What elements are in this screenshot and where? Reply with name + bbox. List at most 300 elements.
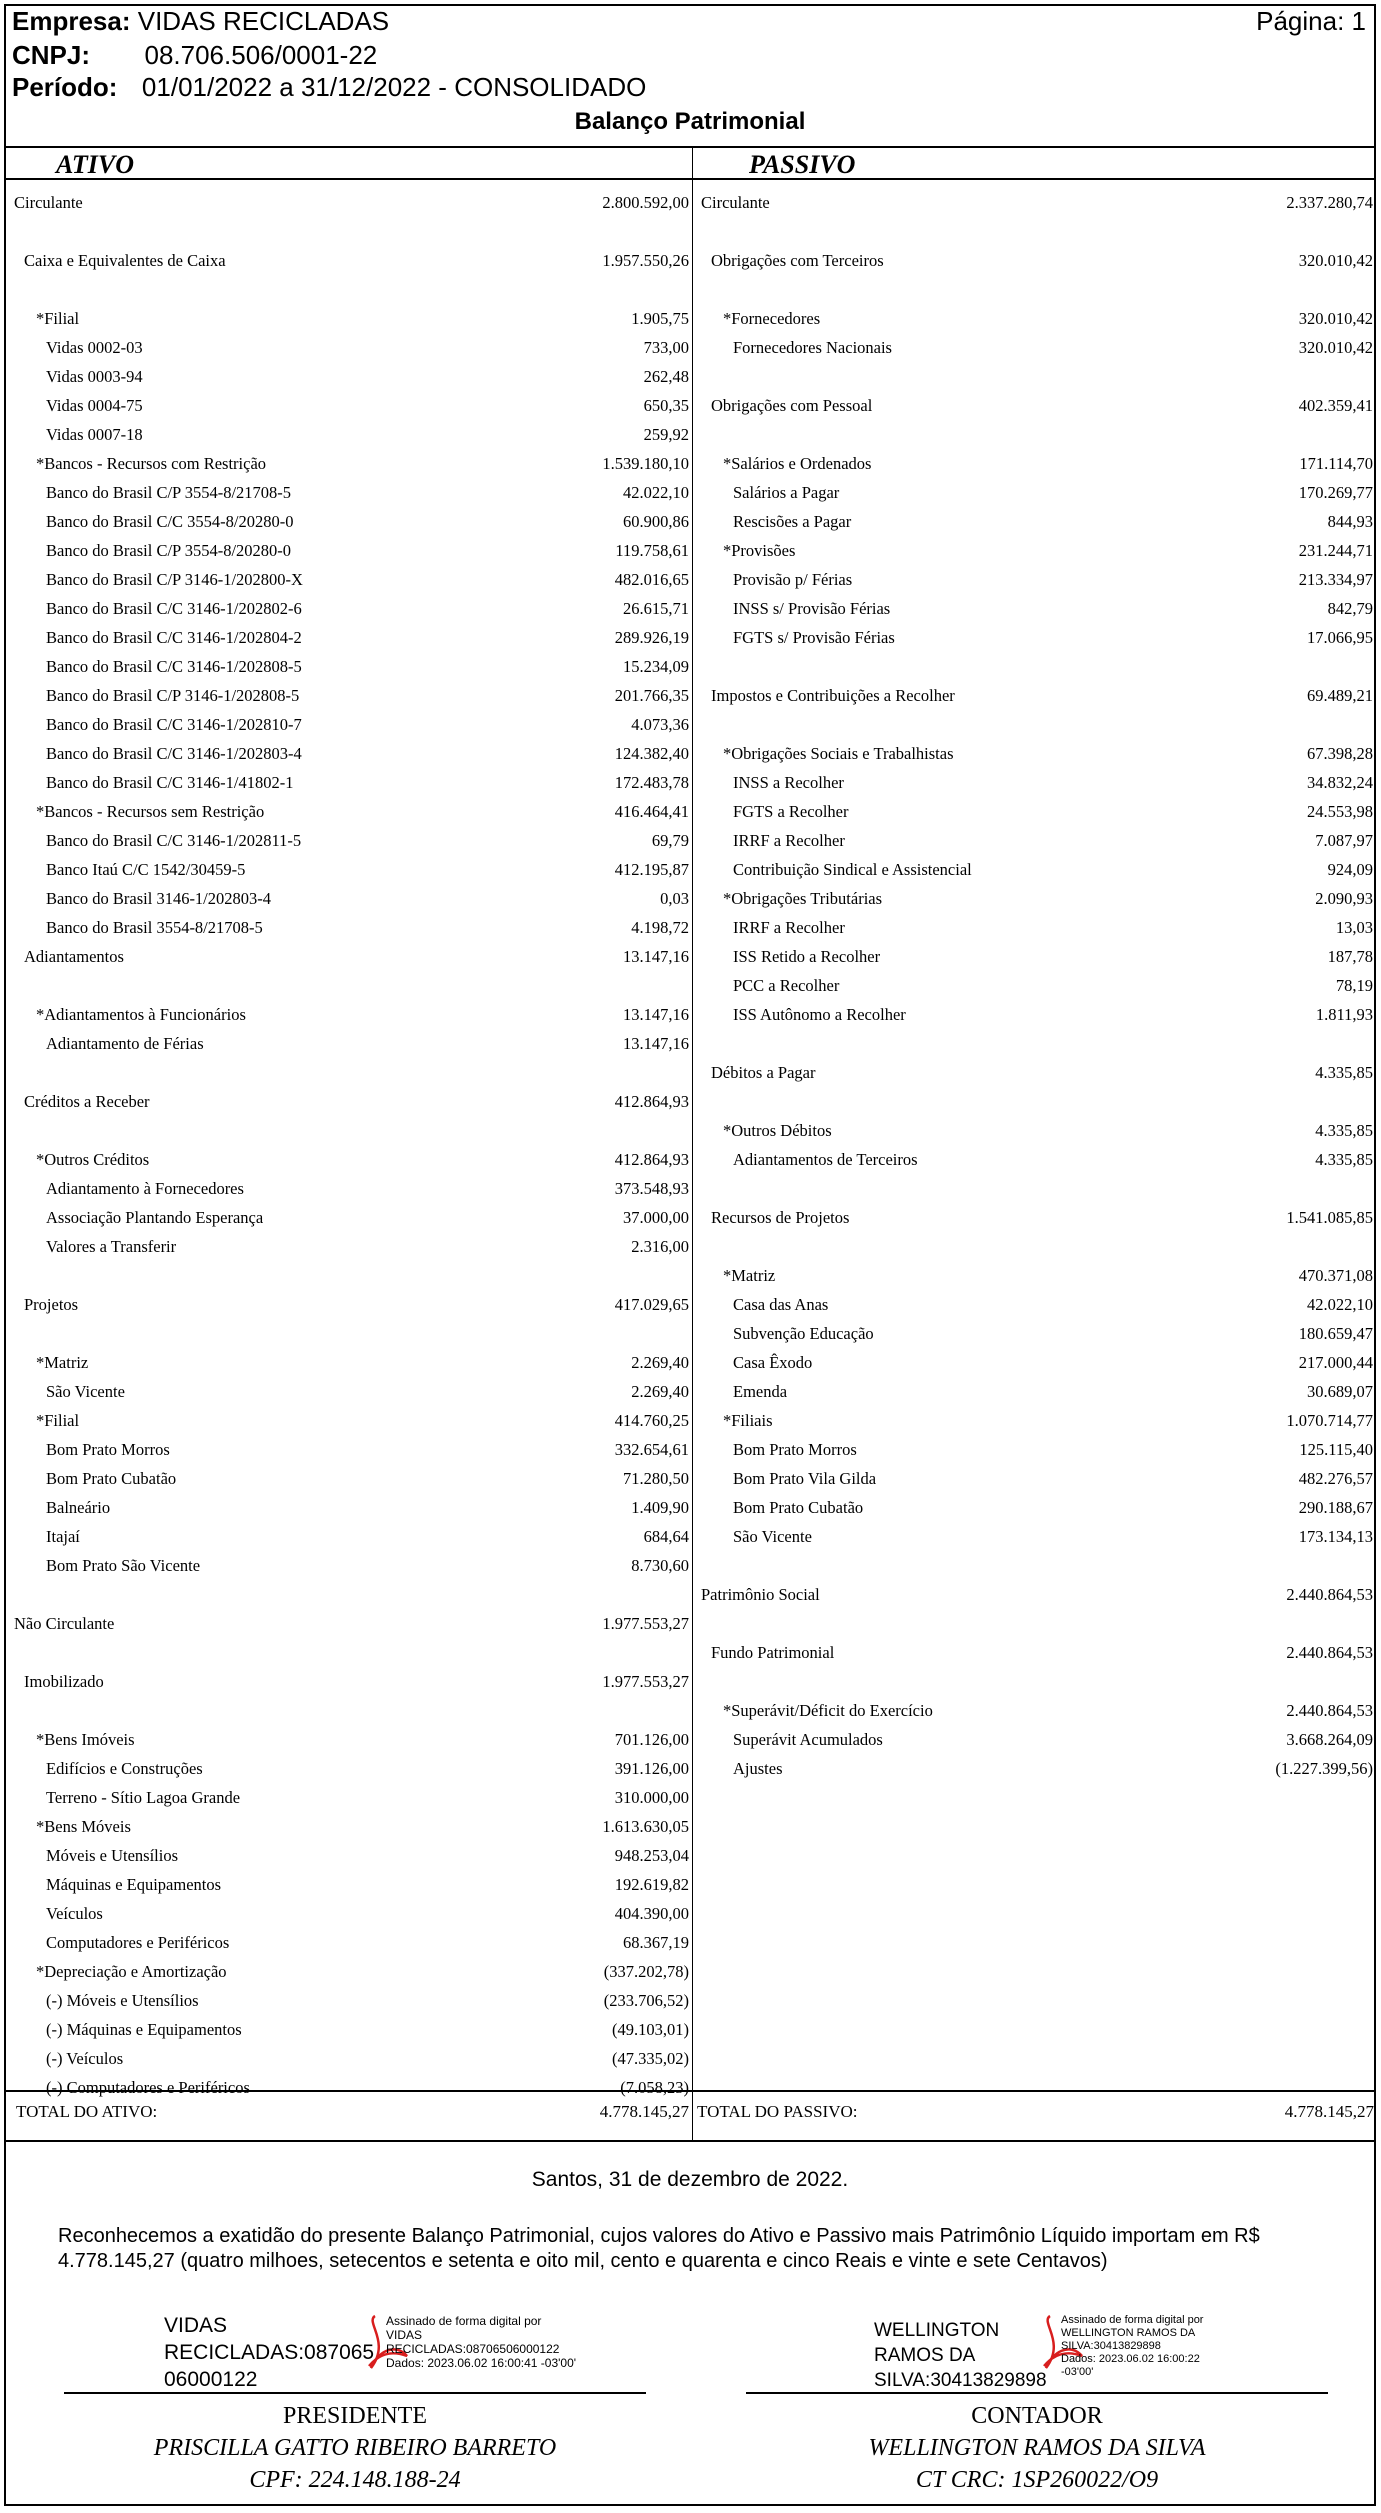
account-label: *Filial [36,1411,80,1430]
account-value: 4.335,85 [1315,1121,1373,1140]
table-row [6,1638,692,1667]
table-row [6,188,692,217]
account-label: Vidas 0007-18 [46,425,143,444]
account-value: 0,03 [660,889,689,908]
table-row [693,1638,1376,1667]
account-label: *Provisões [723,541,796,560]
account-value: 119.758,61 [615,541,689,560]
account-label: Fornecedores Nacionais [733,338,892,357]
table-row [6,1000,692,1029]
table-row [6,739,692,768]
table-row [6,478,692,507]
account-label: Patrimônio Social [701,1585,820,1604]
account-value: 4.335,85 [1315,1063,1373,1082]
table-row [6,536,692,565]
table-row [6,362,692,391]
table-row [693,1232,1376,1261]
account-value: 2.316,00 [631,1237,689,1256]
account-value: 1.613.630,05 [602,1817,689,1836]
account-value: 13.147,16 [623,1005,689,1024]
account-label: *Matriz [723,1266,776,1285]
account-label: Banco do Brasil C/C 3146-1/202802-6 [46,599,302,618]
account-value: 320.010,42 [1298,309,1373,328]
account-value: 4.073,36 [631,715,689,734]
account-value: 650,35 [643,396,689,415]
account-label: FGTS a Recolher [733,802,849,821]
table-row [6,623,692,652]
account-value: 1.977.553,27 [602,1614,689,1633]
table-row [693,826,1376,855]
account-value: 2.269,40 [631,1353,689,1372]
account-label: Débitos a Pagar [711,1063,816,1082]
company-name: VIDAS RECICLADAS [137,6,390,36]
account-label: Banco do Brasil C/C 3146-1/202804-2 [46,628,302,647]
account-label: INSS a Recolher [733,773,844,792]
stamp-line: WELLINGTON RAMOS DA [1061,2327,1196,2339]
table-row [6,449,692,478]
signer-right-line: RAMOS DA [874,2345,976,2366]
document-title: Balanço Patrimonial [574,108,806,135]
table-row [693,1058,1376,1087]
total-ativo-label: TOTAL DO ATIVO: [16,2102,158,2121]
table-row [693,478,1376,507]
passivo-list [693,188,1376,1783]
account-value: 17.066,95 [1307,628,1373,647]
account-label: Vidas 0002-03 [46,338,143,357]
account-value: 416.464,41 [614,802,689,821]
page-value: 1 [1351,6,1366,36]
city-date: Santos, 31 de dezembro de 2022. [531,2168,849,2191]
account-value: 78,19 [1335,976,1373,995]
table-row [6,1029,692,1058]
account-label: Obrigações com Pessoal [711,396,873,415]
cnpj-line [12,40,377,70]
signer-left-name [164,2312,374,2393]
account-label: (-) Veículos [46,2049,124,2068]
account-label: Banco Itaú C/C 1542/30459-5 [46,860,246,879]
table-row [6,1957,692,1986]
table-row [693,942,1376,971]
account-value: 412.864,93 [614,1092,689,1111]
table-row [6,420,692,449]
account-label: *Filiais [723,1411,773,1430]
account-label: Banco do Brasil C/P 3146-1/202808-5 [46,686,300,705]
table-row [693,768,1376,797]
account-label: Provisão p/ Férias [733,570,853,589]
table-row [6,1087,692,1116]
account-label: Bom Prato Cubatão [733,1498,864,1517]
balance-sheet-page [4,4,1376,2506]
account-label: Impostos e Contribuições a Recolher [711,686,955,705]
account-value: 173.134,13 [1298,1527,1373,1546]
account-value: 2.269,40 [631,1382,689,1401]
account-label: Edifícios e Construções [46,1759,203,1778]
page-number [1256,6,1366,36]
account-label: *Outros Débitos [723,1121,832,1140]
account-label: IRRF a Recolher [733,831,845,850]
table-row [693,1551,1376,1580]
accountant-name: WELLINGTON RAMOS DA SILVA [868,2435,1206,2461]
table-row [693,565,1376,594]
table-row [693,855,1376,884]
account-label: *Superávit/Déficit do Exercício [723,1701,933,1720]
account-label: *Bancos - Recursos com Restrição [36,454,267,473]
table-row [693,681,1376,710]
signer-left-line: RECICLADAS:087065 [164,2341,375,2364]
account-value: 170.269,77 [1298,483,1373,502]
account-value: 1.070.714,77 [1286,1411,1373,1430]
account-label: São Vicente [46,1382,125,1401]
table-row [693,1319,1376,1348]
account-label: Banco do Brasil C/C 3554-8/20280-0 [46,512,294,531]
account-value: 67.398,28 [1307,744,1373,763]
account-label: (-) Máquinas e Equipamentos [46,2020,242,2039]
table-row [6,1667,692,1696]
table-row [6,217,692,246]
table-row [693,449,1376,478]
table-row [6,2015,692,2044]
account-value: 844,93 [1327,512,1373,531]
table-row [693,1725,1376,1754]
table-row [6,1116,692,1145]
table-row [693,1116,1376,1145]
account-label: *Obrigações Sociais e Trabalhistas [723,744,954,763]
signature-line-left [64,2392,646,2394]
account-label: ISS Autônomo a Recolher [733,1005,906,1024]
table-row [693,304,1376,333]
account-value: 1.811,93 [1315,1005,1373,1024]
stamp-line: -03'00' [1061,2366,1094,2378]
signature-line-right [746,2392,1328,2394]
account-label: Projetos [24,1295,79,1314]
account-value: 482.276,57 [1298,1469,1373,1488]
table-row [693,971,1376,1000]
table-row [6,1232,692,1261]
account-value: 332.654,61 [614,1440,689,1459]
account-label: Banco do Brasil 3146-1/202803-4 [46,889,272,908]
account-value: 15.234,09 [623,657,689,676]
table-row [693,1435,1376,1464]
table-row [6,1783,692,1812]
account-value: 231.244,71 [1298,541,1373,560]
account-value: 37.000,00 [623,1208,689,1227]
account-label: IRRF a Recolher [733,918,845,937]
account-value: 262,48 [643,367,689,386]
signer-right-line: SILVA:30413829898 [874,2370,1047,2391]
table-row [693,1087,1376,1116]
table-row [693,1174,1376,1203]
ativo-list [6,188,692,2102]
account-value: 69.489,21 [1307,686,1373,705]
table-row [693,1261,1376,1290]
table-row [693,652,1376,681]
account-label: *Bens Imóveis [36,1730,135,1749]
account-label: Banco do Brasil C/P 3554-8/21708-5 [46,483,292,502]
total-ativo-value: 4.778.145,27 [599,2102,689,2121]
account-label: *Matriz [36,1353,89,1372]
account-value: 373.548,93 [614,1179,689,1198]
table-row [6,1928,692,1957]
table-row [6,1348,692,1377]
account-label: Banco do Brasil C/C 3146-1/202808-5 [46,657,302,676]
table-row [6,246,692,275]
account-label: INSS s/ Provisão Férias [733,599,891,618]
account-label: Adiantamentos [24,947,124,966]
account-value: 1.977.553,27 [602,1672,689,1691]
account-value: 482.016,65 [614,570,689,589]
table-row [693,710,1376,739]
account-label: Banco do Brasil 3554-8/21708-5 [46,918,263,937]
president-role: PRESIDENTE [283,2403,427,2429]
table-row [6,826,692,855]
total-passivo-value: 4.778.145,27 [1284,2102,1374,2121]
table-row [693,1348,1376,1377]
account-value: (1.227.399,56) [1275,1759,1373,1778]
table-row [693,333,1376,362]
account-value: 412.195,87 [614,860,689,879]
table-row [693,275,1376,304]
account-label: *Outros Créditos [36,1150,150,1169]
account-label: Associação Plantando Esperança [46,1208,264,1227]
account-label: Fundo Patrimonial [711,1643,835,1662]
account-value: 69,79 [651,831,689,850]
account-label: Casa das Anas [733,1295,829,1314]
table-row [6,652,692,681]
table-row [6,1812,692,1841]
table-row [693,797,1376,826]
signer-left-role [64,2400,646,2496]
account-label: *Obrigações Tributárias [723,889,883,908]
table-row [693,1377,1376,1406]
account-label: Bom Prato São Vicente [46,1556,201,1575]
president-cpf: CPF: 224.148.188-24 [249,2467,461,2493]
account-label: FGTS s/ Provisão Férias [733,628,895,647]
table-row [693,217,1376,246]
signer-left-stamp [386,2314,576,2370]
account-label: Bom Prato Morros [733,1440,857,1459]
account-value: 3.668.264,09 [1286,1730,1373,1749]
stamp-line: SILVA:30413829898 [1061,2340,1161,2352]
account-label: Créditos a Receber [24,1092,150,1111]
account-label: (-) Computadores e Periféricos [46,2078,250,2097]
account-label: Bom Prato Cubatão [46,1469,177,1488]
passivo-title: PASSIVO [749,150,856,179]
account-label: Banco do Brasil C/C 3146-1/202803-4 [46,744,302,763]
table-row [6,1290,692,1319]
table-row [693,1580,1376,1609]
stamp-line: Dados: 2023.06.02 16:00:22 [1061,2353,1200,2365]
table-row [6,1899,692,1928]
account-value: 402.359,41 [1298,396,1373,415]
table-row [693,1290,1376,1319]
account-label: Adiantamento de Férias [46,1034,204,1053]
table-row [6,681,692,710]
account-label: Valores a Transferir [46,1237,177,1256]
account-value: 320.010,42 [1298,338,1373,357]
account-label: Banco do Brasil C/C 3146-1/41802-1 [46,773,294,792]
table-row [6,333,692,362]
table-row [6,768,692,797]
table-row [693,1000,1376,1029]
table-row [693,1406,1376,1435]
table-row [6,1493,692,1522]
accountant-crc: CT CRC: 1SP260022/O9 [915,2467,1159,2493]
account-value: 289.926,19 [614,628,689,647]
account-label: *Filial [36,309,80,328]
table-row [6,1145,692,1174]
table-row [6,797,692,826]
account-value: 924,09 [1327,860,1373,879]
table-row [6,1203,692,1232]
account-value: 7.087,97 [1315,831,1373,850]
account-label: Vidas 0003-94 [46,367,143,386]
account-value: (49.103,01) [612,2020,689,2039]
account-value: 2.337.280,74 [1286,193,1373,212]
account-value: 1.905,75 [631,309,689,328]
account-label: Ajustes [733,1759,783,1778]
account-value: 2.800.592,00 [602,193,689,212]
signer-right-role [746,2400,1328,2496]
account-value: 180.659,47 [1298,1324,1373,1343]
total-passivo-label: TOTAL DO PASSIVO: [697,2102,858,2121]
account-label: Balneário [46,1498,111,1517]
account-value: 417.029,65 [614,1295,689,1314]
account-label: Circulante [701,193,770,212]
account-value: 172.483,78 [614,773,689,792]
account-label: *Adiantamentos à Funcionários [36,1005,246,1024]
table-row [693,739,1376,768]
account-value: 125.115,40 [1299,1440,1373,1459]
account-value: 391.126,00 [614,1759,689,1778]
account-value: 4.198,72 [631,918,689,937]
account-label: *Bancos - Recursos sem Restrição [36,802,265,821]
table-row [6,942,692,971]
table-row [6,1580,692,1609]
signer-left-line: 06000122 [164,2368,258,2391]
table-row [693,246,1376,275]
account-label: Máquinas e Equipamentos [46,1875,222,1894]
account-label: *Bens Móveis [36,1817,131,1836]
table-row [6,1174,692,1203]
account-value: (233.706,52) [603,1991,689,2010]
table-row [693,420,1376,449]
table-row [693,1522,1376,1551]
account-value: 470.371,08 [1298,1266,1373,1285]
table-row [6,1551,692,1580]
table-row [6,1406,692,1435]
account-value: 290.188,67 [1298,1498,1373,1517]
table-row [6,884,692,913]
account-value: 404.390,00 [614,1904,689,1923]
account-value: 2.440.864,53 [1286,1643,1373,1662]
stamp-line: RECICLADAS:08706506000122 [386,2342,560,2356]
period-line [12,72,646,102]
table-row [6,1754,692,1783]
table-row [693,623,1376,652]
account-value: 71.280,50 [623,1469,689,1488]
table-top-border [6,146,1374,148]
table-row [693,1029,1376,1058]
signer-left-line: VIDAS [164,2314,228,2337]
table-row [6,2044,692,2073]
table-row [693,1493,1376,1522]
table-row [6,391,692,420]
account-label: ISS Retido a Recolher [733,947,881,966]
account-value: 26.615,71 [623,599,689,618]
recognition-text: Reconhecemos a exatidão do presente Balanço Patrimonial, cujos valores do Ativo e Passivo mais Patrimônio Líquido importam em R$ 4.778.145,27 (quatro milhoes, setecentos e setenta e oito mil, cento e quarenta e cinco Reais e vinte e sete Centavos) [58,2225,1260,2272]
account-value: 213.334,97 [1298,570,1373,589]
table-row [6,565,692,594]
account-value: 13.147,16 [623,1034,689,1053]
account-value: 310.000,00 [614,1788,689,1807]
table-row [693,391,1376,420]
account-value: 259,92 [643,425,689,444]
account-label: PCC a Recolher [733,976,840,995]
account-label: Terreno - Sítio Lagoa Grande [46,1788,241,1807]
account-label: Veículos [46,1904,103,1923]
account-value: 42.022,10 [623,483,689,502]
account-value: 8.730,60 [631,1556,689,1575]
table-row [6,1609,692,1638]
stamp-line: VIDAS [386,2328,423,2342]
table-row [6,1522,692,1551]
account-label: Banco do Brasil C/P 3554-8/20280-0 [46,541,292,560]
table-row [6,1464,692,1493]
account-label: Itajaí [46,1527,80,1546]
account-label: Salários a Pagar [733,483,840,502]
account-label: Obrigações com Terceiros [711,251,884,270]
account-label: Adiantamento à Fornecedores [46,1179,244,1198]
account-label: Bom Prato Morros [46,1440,170,1459]
account-value: 320.010,42 [1298,251,1373,270]
account-label: Computadores e Periféricos [46,1933,230,1952]
account-label: Superávit Acumulados [733,1730,883,1749]
account-value: 13,03 [1335,918,1373,937]
account-value: 217.000,44 [1298,1353,1373,1372]
account-value: 948.253,04 [614,1846,689,1865]
page-label: Página: [1256,6,1345,36]
account-value: 30.689,07 [1307,1382,1373,1401]
table-row [693,884,1376,913]
account-label: *Salários e Ordenados [723,454,872,473]
account-value: 60.900,86 [623,512,689,531]
account-label: Imobilizado [24,1672,104,1691]
account-value: 24.553,98 [1307,802,1373,821]
account-value: (337.202,78) [603,1962,689,1981]
account-value: 733,00 [643,338,689,357]
account-value: 68.367,19 [623,1933,689,1952]
period-label: Período: [12,72,118,102]
account-label: Banco do Brasil C/C 3146-1/202811-5 [46,831,302,850]
table-row [6,1696,692,1725]
table-row [6,913,692,942]
table-row [693,1145,1376,1174]
table-row [6,275,692,304]
table-row [693,1696,1376,1725]
table-row [693,594,1376,623]
stamp-line: Assinado de forma digital por [386,2314,542,2328]
table-header-border [6,178,1374,180]
table-row [6,1725,692,1754]
table-row [693,1667,1376,1696]
president-name: PRISCILLA GATTO RIBEIRO BARRETO [153,2435,557,2461]
account-value: (47.335,02) [612,2049,689,2068]
table-row [693,1754,1376,1783]
table-row [693,913,1376,942]
table-row [6,1058,692,1087]
account-label: São Vicente [733,1527,812,1546]
table-row [6,710,692,739]
